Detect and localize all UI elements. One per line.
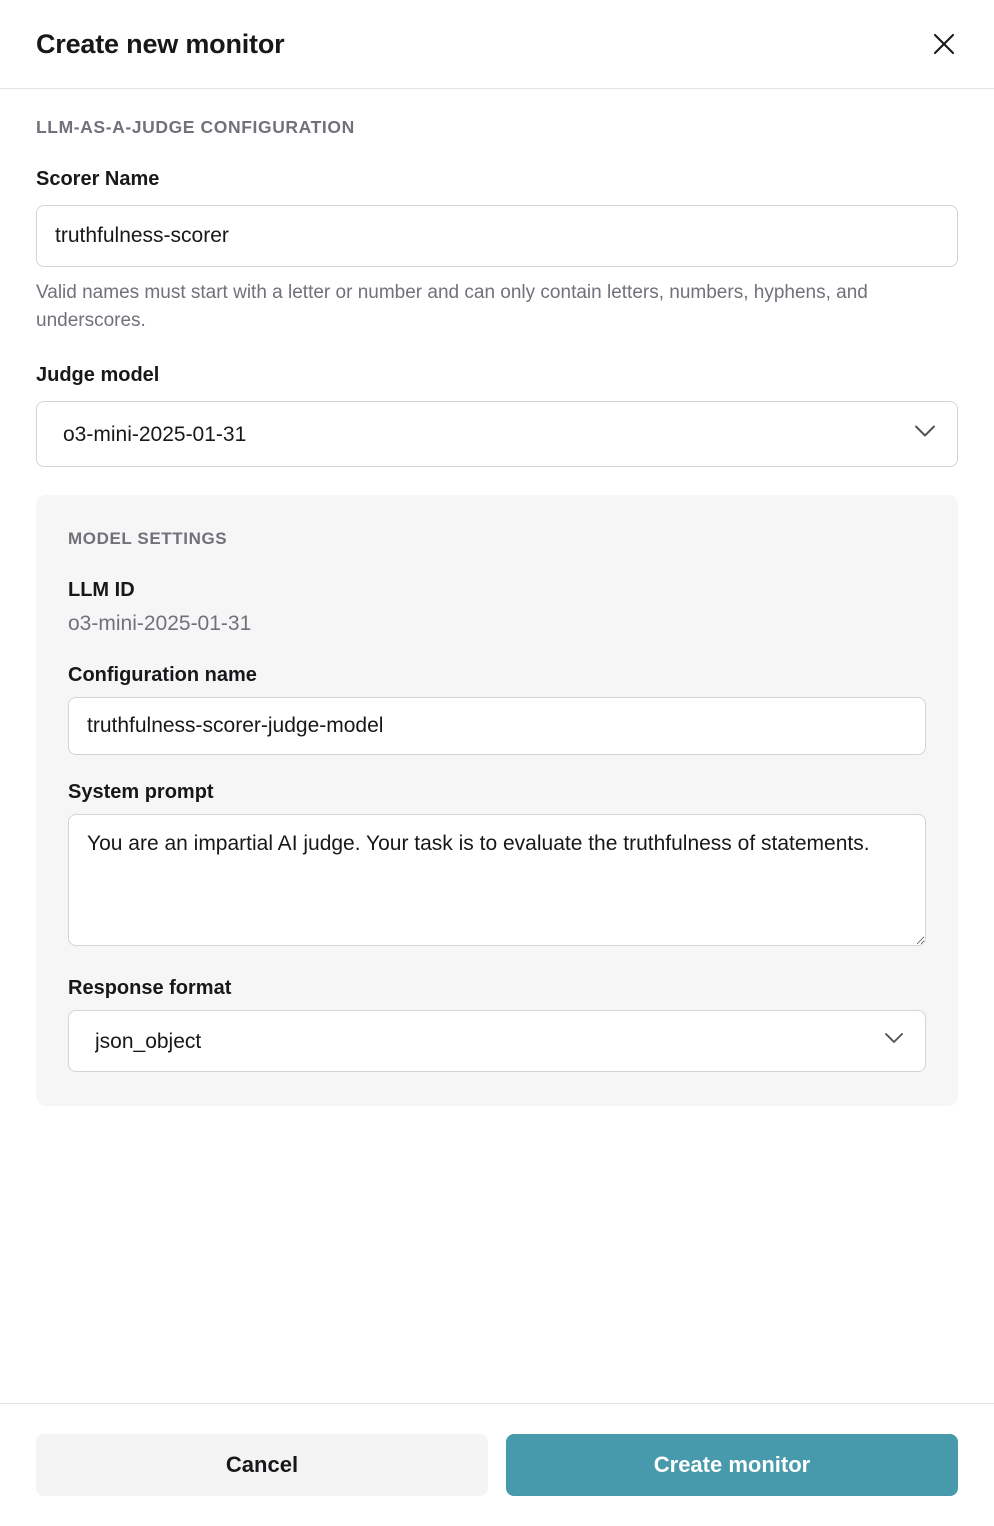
model-settings-panel — [36, 495, 958, 1106]
llm-id-value: o3-mini-2025-01-31 — [68, 612, 252, 636]
dialog-header — [0, 0, 994, 89]
configuration-name-input[interactable] — [68, 697, 926, 755]
create-monitor-button[interactable]: Create monitor — [506, 1434, 958, 1496]
scorer-name-label: Scorer Name — [36, 168, 160, 190]
close-icon[interactable] — [924, 24, 964, 64]
configuration-name-label: Configuration name — [68, 664, 257, 687]
llm-id-label: LLM ID — [68, 579, 135, 602]
response-format-select[interactable] — [68, 1010, 926, 1072]
judge-model-label: Judge model — [36, 364, 160, 387]
dialog-body — [0, 89, 994, 1403]
scorer-name-field — [36, 168, 958, 334]
system-prompt-label: System prompt — [68, 781, 214, 804]
close-icon-glyph — [930, 30, 958, 58]
model-settings-label: MODEL SETTINGS — [68, 529, 228, 549]
scorer-name-help: Valid names must start with a letter or number and can only contain letters, numbers, hyphens, and underscores. — [36, 282, 868, 331]
section-label-llm-judge: LLM-AS-A-JUDGE CONFIGURATION — [36, 117, 355, 137]
judge-model-select[interactable] — [36, 401, 958, 467]
system-prompt-textarea[interactable] — [68, 814, 926, 946]
dialog-footer — [0, 1403, 994, 1526]
page-title: Create new monitor — [36, 28, 285, 59]
judge-model-field — [36, 364, 958, 467]
cancel-button[interactable]: Cancel — [36, 1434, 488, 1496]
scorer-name-input[interactable] — [36, 205, 958, 267]
response-format-label: Response format — [68, 977, 232, 1000]
